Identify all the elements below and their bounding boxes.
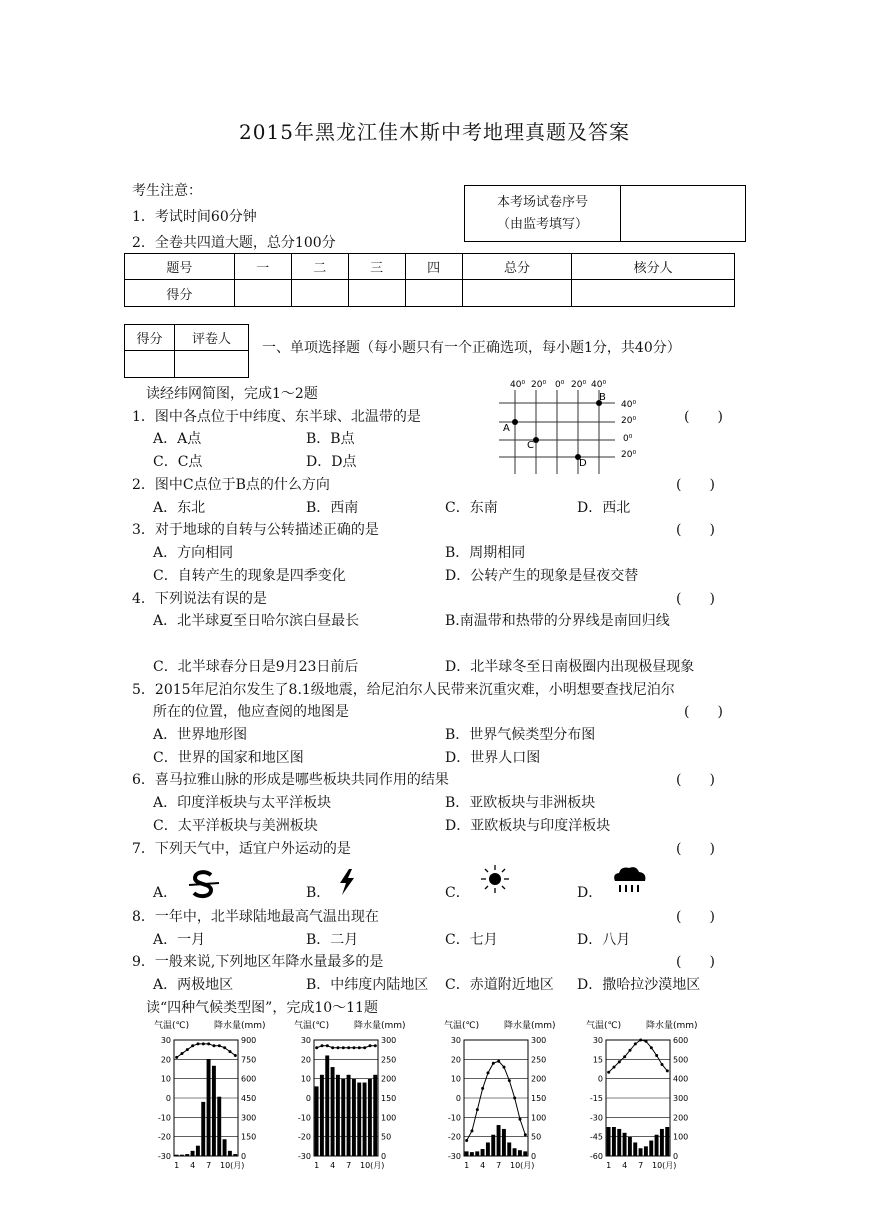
temp-point (186, 1048, 189, 1051)
temp-point (513, 1097, 516, 1100)
precip-bar (320, 1075, 324, 1156)
answer-blank[interactable]: ( ) (676, 591, 715, 607)
temp-point (223, 1046, 226, 1049)
precip-tick-label: 100 (673, 1132, 689, 1142)
score-header: 核分人 (572, 254, 735, 280)
map-point-label: B (599, 392, 606, 403)
temp-point (618, 1060, 621, 1063)
precip-bar (336, 1075, 340, 1156)
option: D．公转产生的现象是昼夜交替 (445, 568, 639, 584)
month-tick-label: 4 (622, 1161, 628, 1170)
score-cell[interactable] (572, 280, 735, 307)
precip-bar (628, 1137, 632, 1156)
temp-point (639, 1039, 642, 1042)
option: B．西南 (306, 500, 359, 516)
precip-tick-label: 150 (241, 1132, 257, 1142)
temp-point (315, 1046, 318, 1049)
temp-tick-label: 20 (300, 1055, 311, 1065)
precip-bar (649, 1141, 653, 1156)
answer-blank[interactable]: ( ) (684, 409, 723, 425)
precip-bar (523, 1151, 527, 1156)
temp-point (337, 1046, 340, 1049)
option: C． (445, 885, 470, 901)
intro-text: 读“四种气候类型图”，完成10～11题 (146, 1000, 378, 1016)
intro-text: 读经纬网简图，完成1～2题 (146, 386, 318, 402)
precip-bar (212, 1066, 216, 1156)
precip-bar (180, 1155, 184, 1156)
temp-point (342, 1046, 345, 1049)
precip-tick-label: 300 (241, 1113, 257, 1123)
option: A．东北 (153, 500, 206, 516)
precip-bar (497, 1125, 501, 1156)
temp-tick-label: -20 (447, 1132, 461, 1142)
option: C．C点 (153, 454, 203, 470)
precip-bar (325, 1055, 329, 1156)
precip-bar (639, 1148, 643, 1156)
temp-tick-label: -30 (447, 1152, 461, 1161)
precip-bar (347, 1075, 351, 1156)
grader-table (124, 324, 249, 378)
seat-number-label (465, 186, 621, 242)
precip-axis-label: 降水量(mm) (354, 1021, 406, 1031)
precip-bar (491, 1135, 495, 1156)
question-stem: 5．2015年尼泊尔发生了8.1级地震，给尼泊尔人民带来沉重灾难，小明想要查找尼泊尔 (132, 682, 675, 698)
temp-point (650, 1046, 653, 1049)
month-tick-label: 10(月) (510, 1161, 535, 1170)
precip-bar (373, 1075, 377, 1156)
temp-tick-label: 30 (160, 1036, 171, 1045)
precip-bar (223, 1139, 227, 1156)
temp-point (655, 1054, 658, 1057)
precip-tick-label: 0 (241, 1152, 247, 1161)
month-tick-label: 1 (174, 1161, 180, 1170)
score-cell[interactable] (462, 280, 572, 307)
precip-tick-label: 200 (381, 1074, 397, 1084)
option: A．两极地区 (153, 977, 234, 993)
precip-tick-label: 200 (531, 1074, 547, 1084)
precip-tick-label: 300 (531, 1036, 547, 1045)
precip-axis-label: 降水量(mm) (504, 1021, 556, 1031)
temp-point (181, 1052, 184, 1055)
precip-tick-label: 600 (241, 1074, 257, 1084)
temp-point (218, 1044, 221, 1047)
temp-point (497, 1060, 500, 1063)
option: D．北半球冬至日南极圈内出现极昼现象 (445, 659, 695, 675)
map-lat-label: 20⁰ (621, 450, 637, 460)
seat-label-line: 本考场试卷序号 (496, 194, 588, 210)
option: B．二月 (306, 932, 359, 948)
seat-label-line: （由监考填写） (496, 216, 588, 232)
temp-tick-label: -15 (589, 1094, 603, 1103)
month-tick-label: 1 (606, 1161, 612, 1170)
month-tick-label: 4 (330, 1161, 336, 1170)
temp-tick-label: 0 (305, 1094, 311, 1103)
month-tick-label: 7 (496, 1161, 502, 1170)
notice-item: 1．考试时间60分钟 (132, 209, 257, 225)
option: B．亚欧板块与非洲板块 (445, 795, 596, 811)
temp-point (634, 1042, 637, 1045)
map-lat-label: 20⁰ (621, 416, 637, 426)
month-tick-label: 4 (190, 1161, 196, 1170)
climate-chart-3 (440, 1018, 570, 1176)
option: B.南温带和热带的分界线是南回归线 (445, 613, 670, 629)
temp-tick-label: 10 (300, 1074, 311, 1084)
temp-tick-label: 10 (160, 1074, 171, 1084)
temp-point (613, 1066, 616, 1069)
temp-point (363, 1046, 366, 1049)
temp-tick-label: 10 (450, 1074, 461, 1084)
map-lon-label: 40⁰ (591, 380, 607, 390)
precip-axis-label: 降水量(mm) (646, 1021, 698, 1031)
option: A．世界地形图 (153, 727, 248, 743)
precip-bar (623, 1133, 627, 1156)
option: C．太平洋板块与美洲板块 (153, 818, 318, 834)
precip-tick-label: 200 (673, 1113, 689, 1123)
precip-tick-label: 100 (381, 1113, 397, 1123)
temp-point (369, 1044, 372, 1047)
option: D．西北 (577, 500, 631, 516)
score-cell[interactable] (348, 280, 405, 307)
month-tick-label: 10(月) (360, 1161, 385, 1170)
temp-tick-label: -10 (157, 1113, 171, 1123)
temp-point (175, 1056, 178, 1059)
precip-bar (228, 1151, 232, 1156)
temp-axis-label: 气温(℃) (294, 1021, 330, 1031)
temp-tick-label: -20 (157, 1132, 171, 1142)
map-point-label: D (579, 458, 587, 469)
temp-tick-label: 20 (160, 1055, 171, 1065)
precip-tick-label: 150 (531, 1094, 547, 1103)
climate-chart-4 (582, 1018, 712, 1176)
precip-bar (352, 1079, 356, 1156)
question-stem-cont: 所在的位置，他应查阅的地图是 (153, 704, 349, 720)
month-tick-label: 1 (464, 1161, 470, 1170)
option: D． (577, 885, 603, 901)
precip-bar (207, 1059, 211, 1156)
precip-bar (513, 1148, 517, 1156)
answer-blank[interactable]: ( ) (676, 954, 715, 970)
lat-long-grid-map (495, 374, 670, 478)
option: B． (306, 885, 331, 901)
precip-tick-label: 500 (673, 1055, 689, 1065)
month-tick-label: 7 (638, 1161, 644, 1170)
score-cell[interactable] (405, 280, 462, 307)
question-stem: 2．图中C点位于B点的什么方向 (132, 477, 330, 493)
month-tick-label: 10(月) (652, 1161, 677, 1170)
temp-point (326, 1044, 329, 1047)
temp-point (487, 1071, 490, 1074)
temp-point (503, 1066, 506, 1069)
answer-blank[interactable]: ( ) (676, 772, 715, 788)
option: D．亚欧板块与印度洋板块 (445, 818, 611, 834)
question-stem: 7．下列天气中，适宜户外运动的是 (132, 841, 351, 857)
score-table (124, 253, 735, 307)
precip-tick-label: 0 (673, 1152, 679, 1161)
temp-point (358, 1046, 361, 1049)
temp-tick-label: -30 (297, 1152, 311, 1161)
temp-point (465, 1139, 468, 1142)
option: D．撒哈拉沙漠地区 (577, 977, 701, 993)
temp-point (229, 1050, 232, 1053)
precip-bar (665, 1127, 669, 1156)
precip-bar (341, 1079, 345, 1156)
temp-line (609, 1040, 668, 1072)
precip-tick-label: 50 (381, 1132, 392, 1142)
temp-point (623, 1055, 626, 1058)
precip-tick-label: 300 (673, 1094, 689, 1103)
question-stem: 8．一年中，北半球陆地最高气温出现在 (132, 909, 379, 925)
map-lat-label: 40⁰ (621, 400, 637, 410)
precip-tick-label: 600 (673, 1036, 689, 1045)
temp-tick-label: 15 (592, 1055, 603, 1065)
precip-axis-label: 降水量(mm) (214, 1021, 266, 1031)
option: A．A点 (153, 431, 202, 447)
precip-bar (315, 1086, 319, 1156)
climate-chart-2 (290, 1018, 420, 1176)
precip-bar (655, 1135, 659, 1156)
answer-blank[interactable]: ( ) (676, 477, 715, 493)
temp-axis-label: 气温(℃) (586, 1021, 622, 1031)
temp-tick-label: 20 (450, 1055, 461, 1065)
temp-point (353, 1046, 356, 1049)
precip-tick-label: 0 (531, 1152, 537, 1161)
precip-tick-label: 450 (241, 1094, 257, 1103)
month-tick-label: 10(月) (220, 1161, 245, 1170)
precip-bar (612, 1127, 616, 1156)
option: D．八月 (577, 932, 631, 948)
precip-bar (357, 1083, 361, 1156)
temp-tick-label: -10 (447, 1113, 461, 1123)
precip-tick-label: 300 (381, 1036, 397, 1045)
precip-bar (607, 1127, 611, 1156)
option: B．B点 (306, 431, 355, 447)
precip-tick-label: 900 (241, 1036, 257, 1045)
temp-tick-label: 30 (592, 1036, 603, 1045)
precip-tick-label: 150 (381, 1094, 397, 1103)
precip-bar (518, 1150, 522, 1156)
month-tick-label: 7 (346, 1161, 352, 1170)
rain-icon (610, 864, 650, 896)
precip-bar (660, 1129, 664, 1156)
grader-header: 评卷人 (174, 325, 248, 351)
option: D．世界人口图 (445, 750, 541, 766)
precip-bar (644, 1146, 648, 1156)
grader-cell[interactable] (125, 351, 175, 378)
temp-point (508, 1079, 511, 1082)
question-stem: 1．图中各点位于中纬度、东半球、北温带的是 (132, 409, 421, 425)
score-header: 三 (348, 254, 405, 280)
temp-tick-label: 0 (597, 1074, 603, 1084)
option: C．赤道附近地区 (445, 977, 554, 993)
option: A．方向相同 (153, 545, 234, 561)
notice-heading: 考生注意： (132, 183, 202, 199)
precip-bar (368, 1079, 372, 1156)
temp-tick-label: -45 (589, 1132, 603, 1142)
section-heading: 一、单项选择题（每小题只有一个正确选项，每小题1分，共40分） (262, 340, 681, 356)
precip-tick-label: 750 (241, 1055, 257, 1065)
temp-line (177, 1044, 236, 1058)
temp-point (645, 1040, 648, 1043)
precip-bar (481, 1149, 485, 1156)
option: A． (153, 885, 178, 901)
temp-point (347, 1046, 350, 1049)
map-lon-label: 0⁰ (555, 380, 565, 390)
precip-bar (185, 1154, 189, 1156)
temp-point (524, 1133, 527, 1136)
sunny-icon (478, 864, 512, 894)
month-tick-label: 4 (480, 1161, 486, 1170)
option: B．世界气候类型分布图 (445, 727, 596, 743)
grader-cell[interactable] (174, 351, 248, 378)
map-lat-label: 0⁰ (623, 434, 633, 444)
map-point-a (512, 419, 518, 425)
precip-tick-label: 250 (381, 1055, 397, 1065)
temp-axis-label: 气温(℃) (444, 1021, 480, 1031)
temp-tick-label: -20 (297, 1132, 311, 1142)
option: B．周期相同 (445, 545, 526, 561)
temp-axis-label: 气温(℃) (154, 1021, 190, 1031)
grader-header: 得分 (125, 325, 175, 351)
option: D．D点 (306, 454, 357, 470)
precip-bar (470, 1152, 474, 1156)
temp-point (207, 1042, 210, 1045)
temp-tick-label: 0 (455, 1094, 461, 1103)
precip-bar (502, 1129, 506, 1156)
month-tick-label: 7 (206, 1161, 212, 1170)
precip-bar (633, 1142, 637, 1156)
precip-bar (617, 1129, 621, 1156)
temp-tick-label: 0 (165, 1094, 171, 1103)
precip-bar (486, 1142, 490, 1156)
option: C．世界的国家和地区图 (153, 750, 304, 766)
option: B．中纬度内陆地区 (306, 977, 429, 993)
lightning-icon (336, 868, 358, 896)
climate-chart-1 (150, 1018, 280, 1176)
temp-tick-label: -30 (157, 1152, 171, 1161)
temp-point (471, 1129, 474, 1132)
option: A．北半球夏至日哈尔滨白昼最长 (153, 613, 360, 629)
temp-point (519, 1118, 522, 1121)
temp-tick-label: 30 (300, 1036, 311, 1045)
temp-point (202, 1042, 205, 1045)
precip-tick-label: 100 (531, 1113, 547, 1123)
option: C．自转产生的现象是四季变化 (153, 568, 346, 584)
temp-tick-label: -10 (297, 1113, 311, 1123)
precip-bar (507, 1142, 511, 1156)
month-tick-label: 1 (314, 1161, 320, 1170)
map-point-label: A (503, 423, 510, 434)
page-title: 2015年黑龙江佳木斯中考地理真题及答案 (239, 120, 630, 144)
temp-tick-label: 30 (450, 1036, 461, 1045)
answer-blank[interactable]: ( ) (676, 522, 715, 538)
option: A．一月 (153, 932, 206, 948)
temp-line (467, 1061, 526, 1140)
temp-point (492, 1062, 495, 1065)
map-lon-label: 40⁰ (510, 380, 526, 390)
precip-bar (233, 1154, 237, 1156)
temp-point (191, 1044, 194, 1047)
score-cell[interactable] (234, 280, 291, 307)
typhoon-icon (187, 868, 221, 900)
precip-tick-label: 250 (531, 1055, 547, 1065)
temp-tick-label: -30 (589, 1113, 603, 1123)
map-point-label: C (527, 440, 534, 451)
temp-point (234, 1054, 237, 1057)
temp-point (666, 1069, 669, 1072)
temp-point (607, 1071, 610, 1074)
precip-bar (196, 1146, 200, 1156)
temp-point (331, 1046, 334, 1049)
score-header: 四 (405, 254, 462, 280)
temp-point (481, 1087, 484, 1090)
precip-bar (465, 1151, 469, 1156)
precip-bar (175, 1155, 179, 1156)
temp-point (321, 1044, 324, 1047)
answer-blank[interactable]: ( ) (676, 909, 715, 925)
precip-bar (475, 1151, 479, 1156)
precip-tick-label: 0 (381, 1152, 387, 1161)
seat-number-field[interactable] (621, 186, 746, 242)
temp-point (197, 1042, 200, 1045)
seat-number-box (464, 185, 746, 242)
precip-bar (363, 1083, 367, 1156)
precip-tick-label: 400 (673, 1074, 689, 1084)
score-cell[interactable] (291, 280, 348, 307)
map-lon-label: 20⁰ (571, 380, 587, 390)
score-header: 二 (291, 254, 348, 280)
precip-bar (201, 1102, 205, 1156)
temp-point (213, 1044, 216, 1047)
map-lon-label: 20⁰ (531, 380, 547, 390)
score-header: 一 (234, 254, 291, 280)
score-header: 题号 (125, 254, 235, 280)
question-stem: 6．喜马拉雅山脉的形成是哪些板块共同作用的结果 (132, 772, 449, 788)
notice-item: 2．全卷共四道大题，总分100分 (132, 235, 336, 251)
question-stem: 3．对于地球的自转与公转描述正确的是 (132, 522, 379, 538)
temp-line (317, 1046, 376, 1048)
precip-tick-label: 50 (531, 1132, 542, 1142)
temp-point (476, 1108, 479, 1111)
option: C．七月 (445, 932, 498, 948)
option: C．北半球春分日是9月23日前后 (153, 659, 359, 675)
temp-point (374, 1044, 377, 1047)
precip-bar (191, 1151, 195, 1156)
precip-bar (217, 1097, 221, 1156)
score-row-label: 得分 (125, 280, 235, 307)
temp-point (661, 1063, 664, 1066)
question-stem: 9．一般来说,下列地区年降水量最多的是 (132, 954, 384, 970)
answer-blank[interactable]: ( ) (676, 841, 715, 857)
answer-blank[interactable]: ( ) (684, 704, 723, 720)
option: A．印度洋板块与太平洋板块 (153, 795, 332, 811)
temp-point (629, 1049, 632, 1052)
temp-tick-label: -60 (589, 1152, 603, 1161)
score-header: 总分 (462, 254, 572, 280)
precip-bar (331, 1067, 335, 1156)
option: C．东南 (445, 500, 498, 516)
question-stem: 4．下列说法有误的是 (132, 591, 267, 607)
